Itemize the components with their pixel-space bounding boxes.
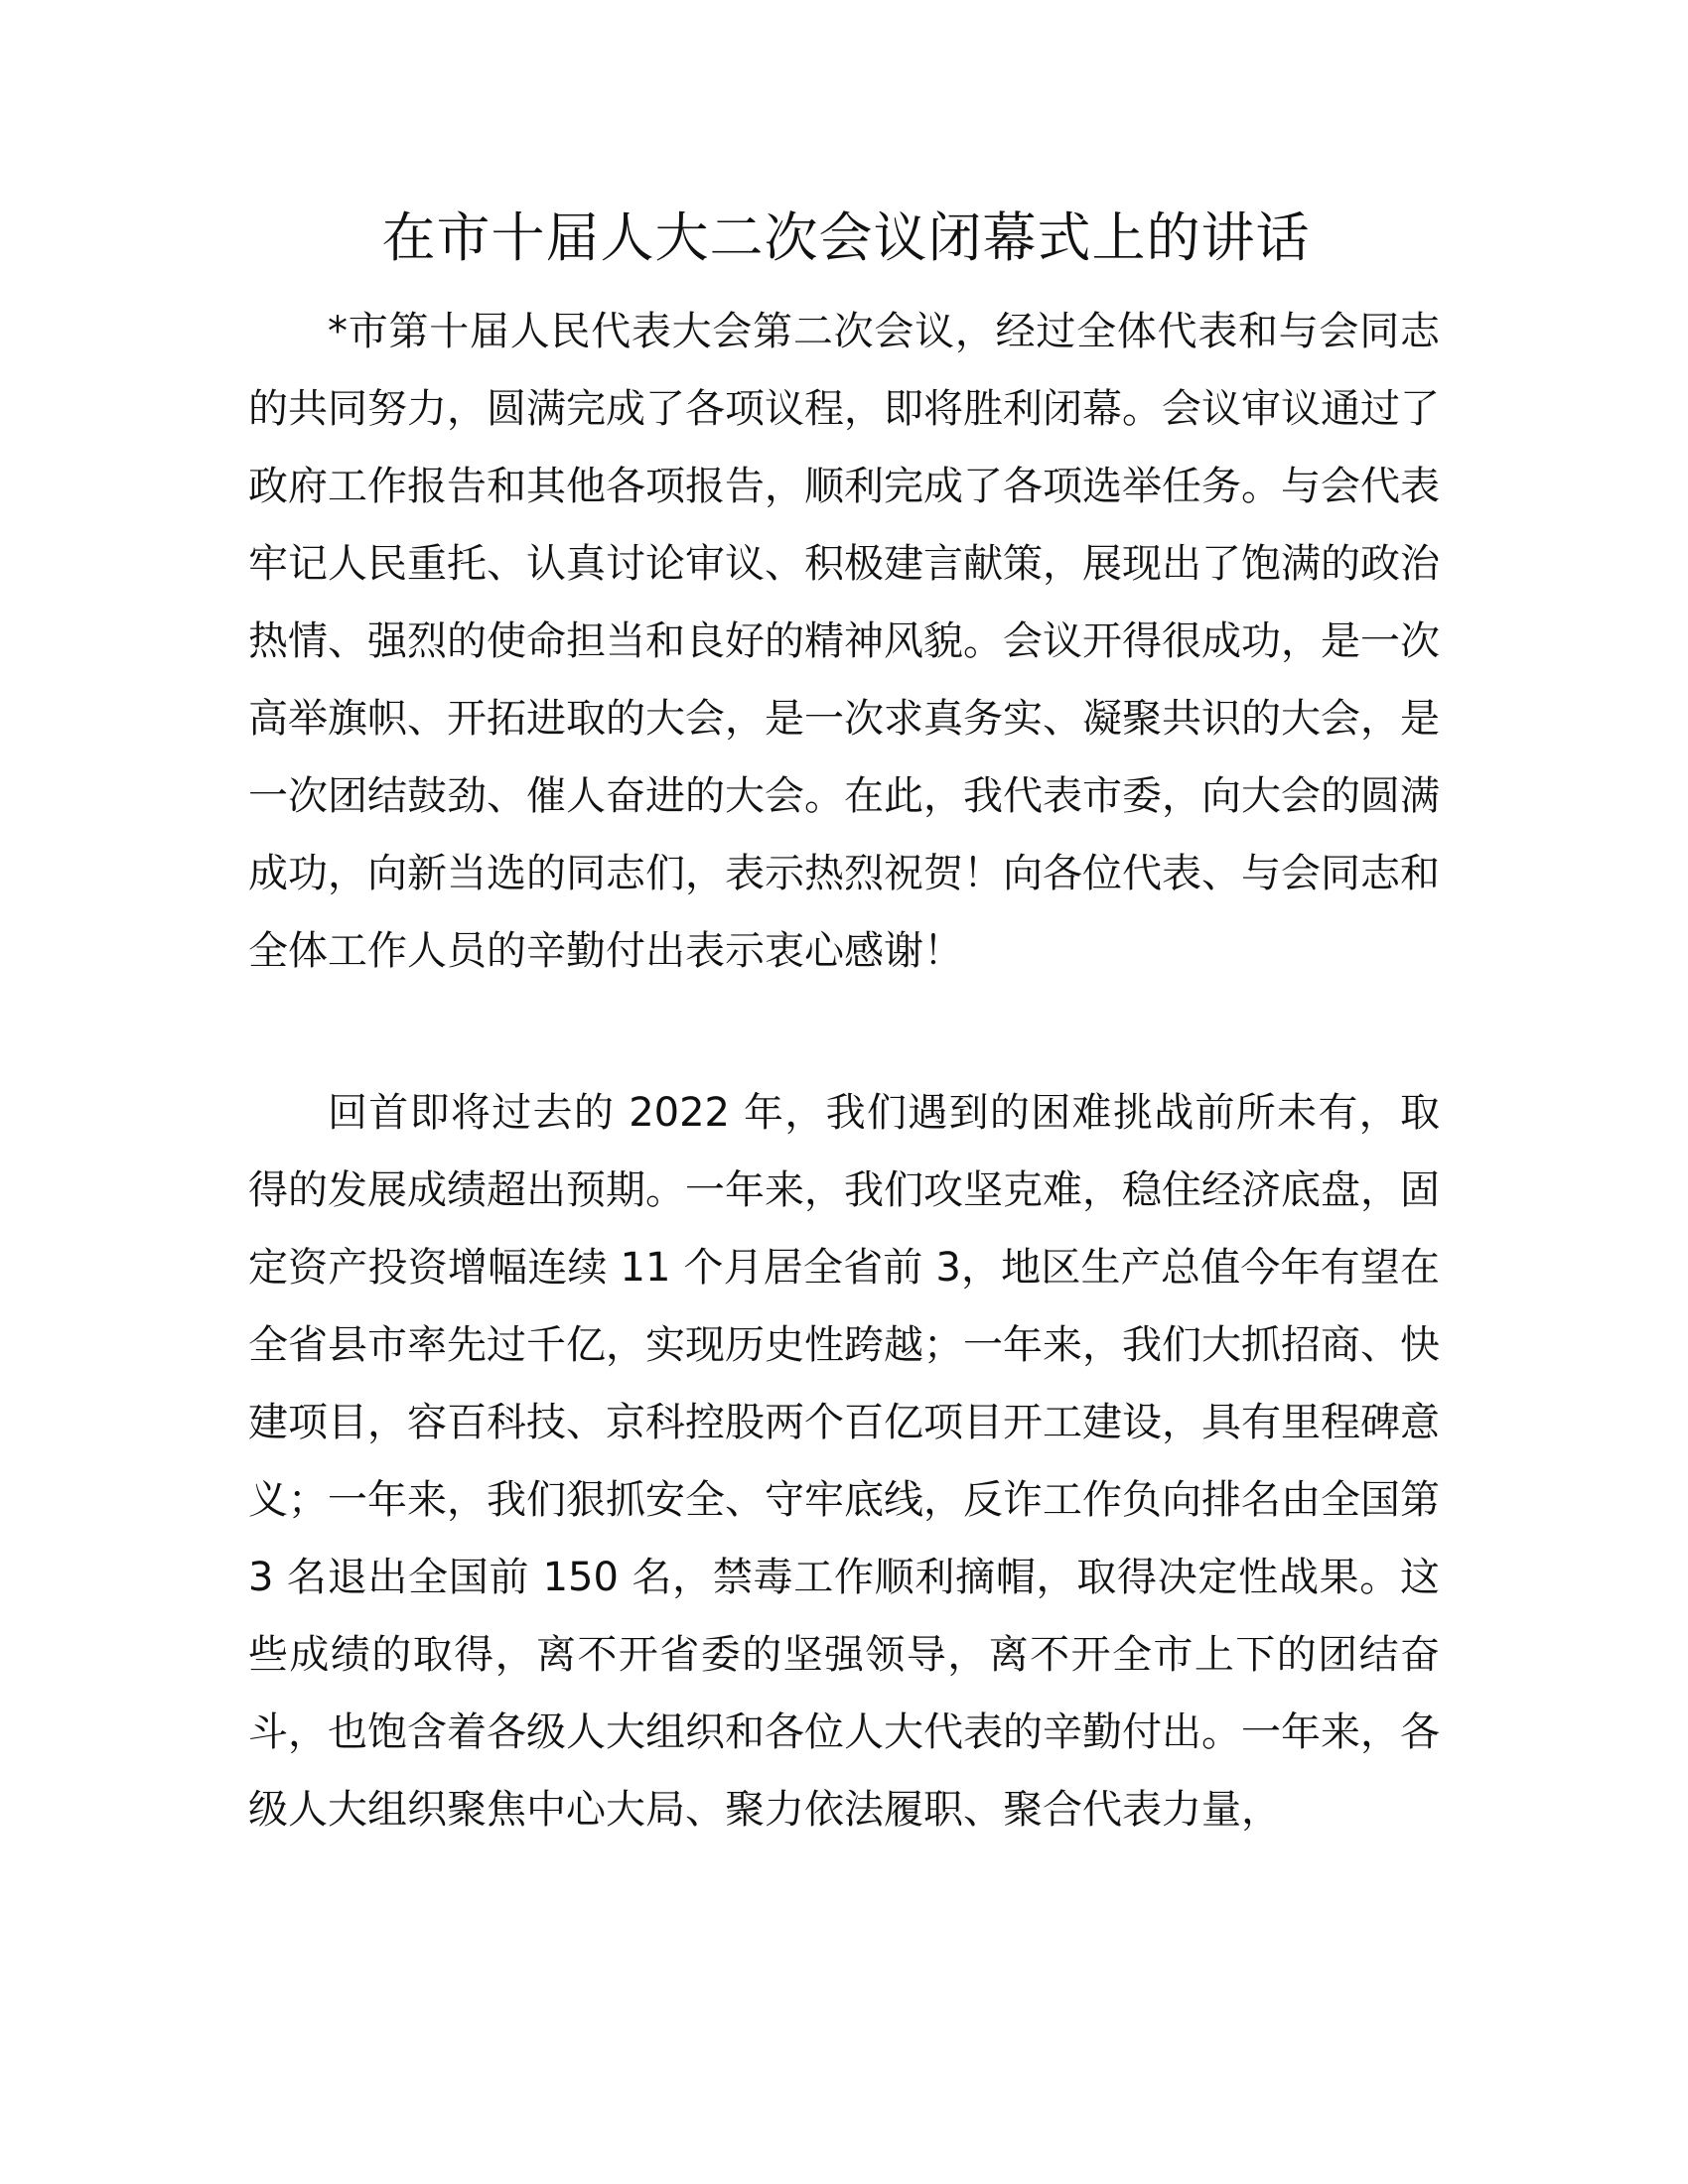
body-paragraph-2: 回首即将过去的 2022 年，我们遇到的困难挑战前所未有，取得的发展成绩超出预期。一年来，我们攻坚克难，稳住经济底盘，固定资产投资增幅连续 11 个月居全省前 3，地区生产总值今年有望在全省县市率先过千亿，实现历史性跨越；一年来，我们大抓招商、快建项目，容百科技、京科控股两个百亿项目开工建设，具有里程碑意义；一年来，我们狠抓安全、守牢底线，反诈工作负向排名由全国第 3 名退出全国前 150 名，禁毒工作顺利摘帽，取得决定性战果。这些成绩的取得，离不开省委的坚强领导，离不开全市上下的团结奋斗，也饱含着各级人大组织和各位人大代表的辛勤付出。一年来，各级人大组织聚焦中心大局、聚力依法履职、聚合代表力量， xyxy=(248,1090,1440,1833)
body-paragraph-1: *市第十届人民代表大会第二次会议，经过全体代表和与会同志的共同努力，圆满完成了各项议程，即将胜利闭幕。会议审议通过了政府工作报告和其他各项报告，顺利完成了各项选举任务。与会代表牢记人民重托、认真讨论审议、积极建言献策，展现出了饱满的政治热情、强烈的使命担当和良好的精神风貌。会议开得很成功，是一次高举旗帜、开拓进取的大会，是一次求真务实、凝聚共识的大会，是一次团结鼓劲、催人奋进的大会。在此，我代表市委，向大会的圆满成功，向新当选的同志们，表示热烈祝贺！向各位代表、与会同志和全体工作人员的辛勤付出表示衷心感谢！ xyxy=(248,309,1440,974)
document-title: 在市十届人大二次会议闭幕式上的讲话 xyxy=(381,206,1311,269)
